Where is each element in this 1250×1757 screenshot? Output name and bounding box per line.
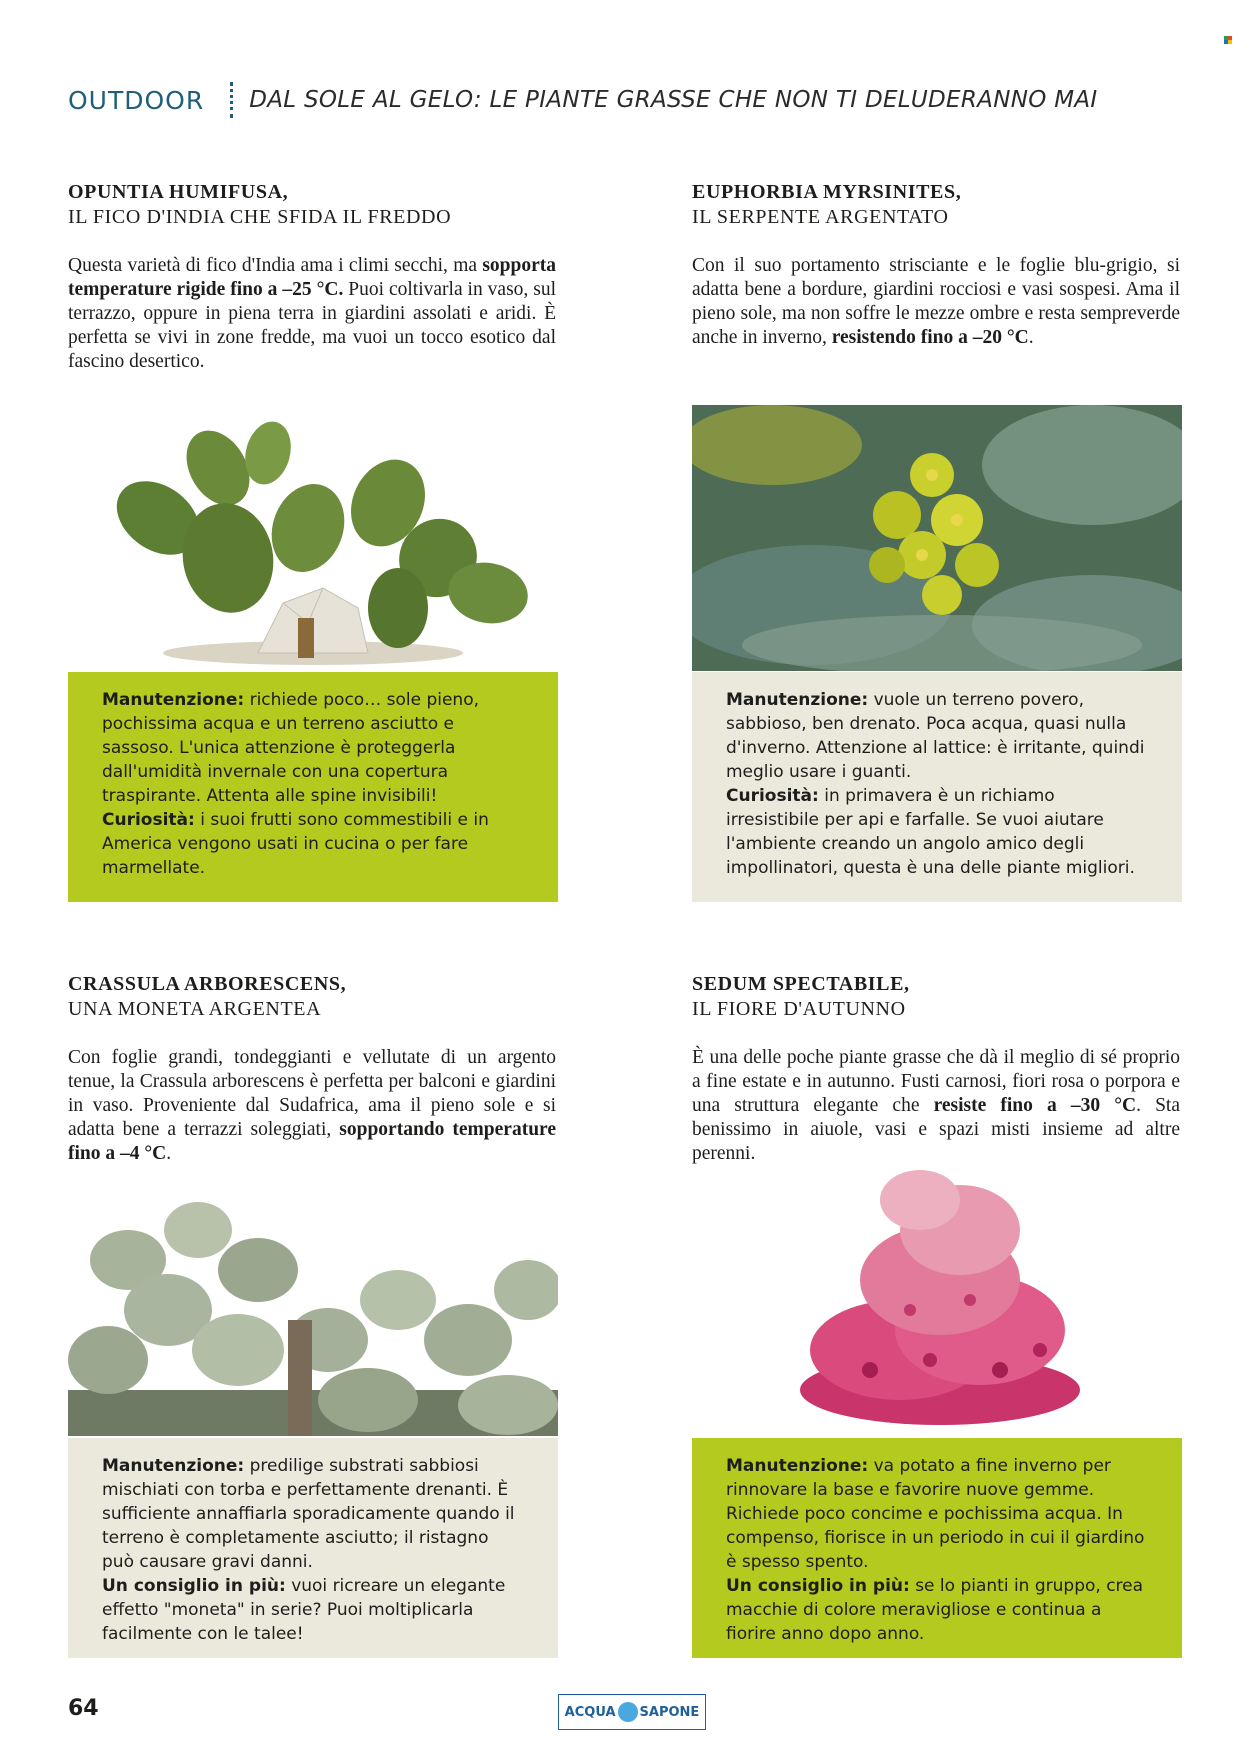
plant-description: Con il suo portamento strisciante e le foglie blu-grigio, si adatta bene a bordure, giardini rocciosi e vasi sospesi. Ama il pieno sole, ma non soffre le mezze ombre e resta sempreverde anche in inverno, resistendo fino a –20 °C. (692, 255, 1180, 348)
plant-description: Questa varietà di fico d'India ama i climi secchi, ma sopporta temperature rigide fino a –25 °C. Puoi coltivarla in vaso, sul terrazzo, oppure in piena terra in giardini assolati e aridi. È perfetta se vivi in zone fredde, ma vuoi un tocco esotico dal fascino desertico. (68, 255, 556, 372)
plant-title: SEDUM SPECTABILE, (692, 973, 910, 995)
plant-title: OPUNTIA HUMIFUSA, (68, 181, 289, 203)
plant-text-opuntia (68, 180, 556, 374)
page-number: 64 (68, 1696, 99, 1721)
maintenance-note: Manutenzione: vuole un terreno povero, sabbioso, ben drenato. Poca acqua, quasi nulla d'inverno. Attenzione al lattice: è irritante, quindi meglio usare i guanti. (726, 690, 1145, 782)
sedum-flowers-image (790, 1160, 1090, 1436)
plant-description: Con foglie grandi, tondeggianti e vellutate di un argento tenue, la Crassula arborescens è perfetta per balconi e giardini in vaso. Proveniente dal Sudafrica, ama il pieno sole e si adatta bene a terrazzi soleggiati, sopportando temperature fino a –4 °C. (68, 1047, 556, 1164)
maintenance-note: Manutenzione: va potato a fine inverno per rinnovare la base e favorire nuove gemme. Richiede poco concime e pochissima acqua. In compenso, fiorisce in un periodo in cui il giardino è spesso spento. (726, 1456, 1145, 1572)
crassula-plant-image (68, 1190, 558, 1436)
tip-note: Un consiglio in più: se lo pianti in gruppo, crea macchie di colore meravigliose e continua a fiorire anno dopo anno. (726, 1576, 1144, 1644)
care-box-opuntia (68, 672, 558, 902)
plant-title: EUPHORBIA MYRSINITES, (692, 181, 962, 203)
plant-title: CRASSULA ARBORESCENS, (68, 973, 347, 995)
care-box-crassula (68, 1438, 558, 1658)
page-header (68, 80, 1198, 120)
color-registration-mark (1224, 36, 1232, 44)
plant-subtitle: IL SERPENTE ARGENTATO (692, 206, 949, 228)
care-box-sedum (692, 1438, 1182, 1658)
tip-note: Un consiglio in più: vuoi ricreare un elegante effetto "moneta" in serie? Puoi moltiplicarla facilmente con le talee! (102, 1576, 506, 1644)
curiosity-note: Curiosità: in primavera è un richiamo irresistibile per api e farfalle. Se vuoi aiutare l'ambiente creando un angolo amico degli impollinatori, questa è una delle piante migliori. (726, 786, 1135, 878)
plant-text-euphorbia (692, 180, 1180, 350)
curiosity-note: Curiosità: i suoi frutti sono commestibili e in America vengono usati in cucina o per fare marmellate. (102, 810, 489, 878)
euphorbia-photo (692, 405, 1182, 671)
dotted-divider (230, 82, 233, 118)
care-box-euphorbia (692, 672, 1182, 902)
maintenance-note: Manutenzione: richiede poco… sole pieno, pochissima acqua e un terreno asciutto e sassoso. L'unica attenzione è proteggerla dall'umidità invernale con una copertura traspirante. Attenta alle spine invisibili! (102, 690, 479, 806)
logo-drop-icon (618, 1702, 638, 1722)
plant-description: È una delle poche piante grasse che dà il meglio di sé proprio a fine estate e in autunno. Fusti carnosi, fiori rosa o porpora e una struttura elegante che resiste fino a –30 °C. Sta benissimo in aiuole, vasi e spazi misti insieme ad altre perenni. (692, 1047, 1181, 1164)
plant-text-sedum (692, 972, 1180, 1166)
plant-subtitle: UNA MONETA ARGENTEA (68, 998, 322, 1020)
plant-subtitle: IL FICO D'INDIA CHE SFIDA IL FREDDO (68, 206, 452, 228)
section-tag: OUTDOOR (68, 85, 205, 115)
brand-logo: ACQUA SAPONE (558, 1694, 706, 1730)
article-headline: DAL SOLE AL GELO: LE PIANTE GRASSE CHE NON TI DELUDERANNO MAI (249, 87, 1098, 113)
plant-subtitle: IL FIORE D'AUTUNNO (692, 998, 906, 1020)
opuntia-cactus-image (68, 408, 558, 670)
maintenance-note: Manutenzione: predilige substrati sabbiosi mischiati con torba e perfettamente drenanti. È sufficiente annaffiarla sporadicamente quando il terreno è completamente asciutto; il ristagno può causare gravi danni. (102, 1456, 515, 1572)
plant-text-crassula (68, 972, 556, 1166)
